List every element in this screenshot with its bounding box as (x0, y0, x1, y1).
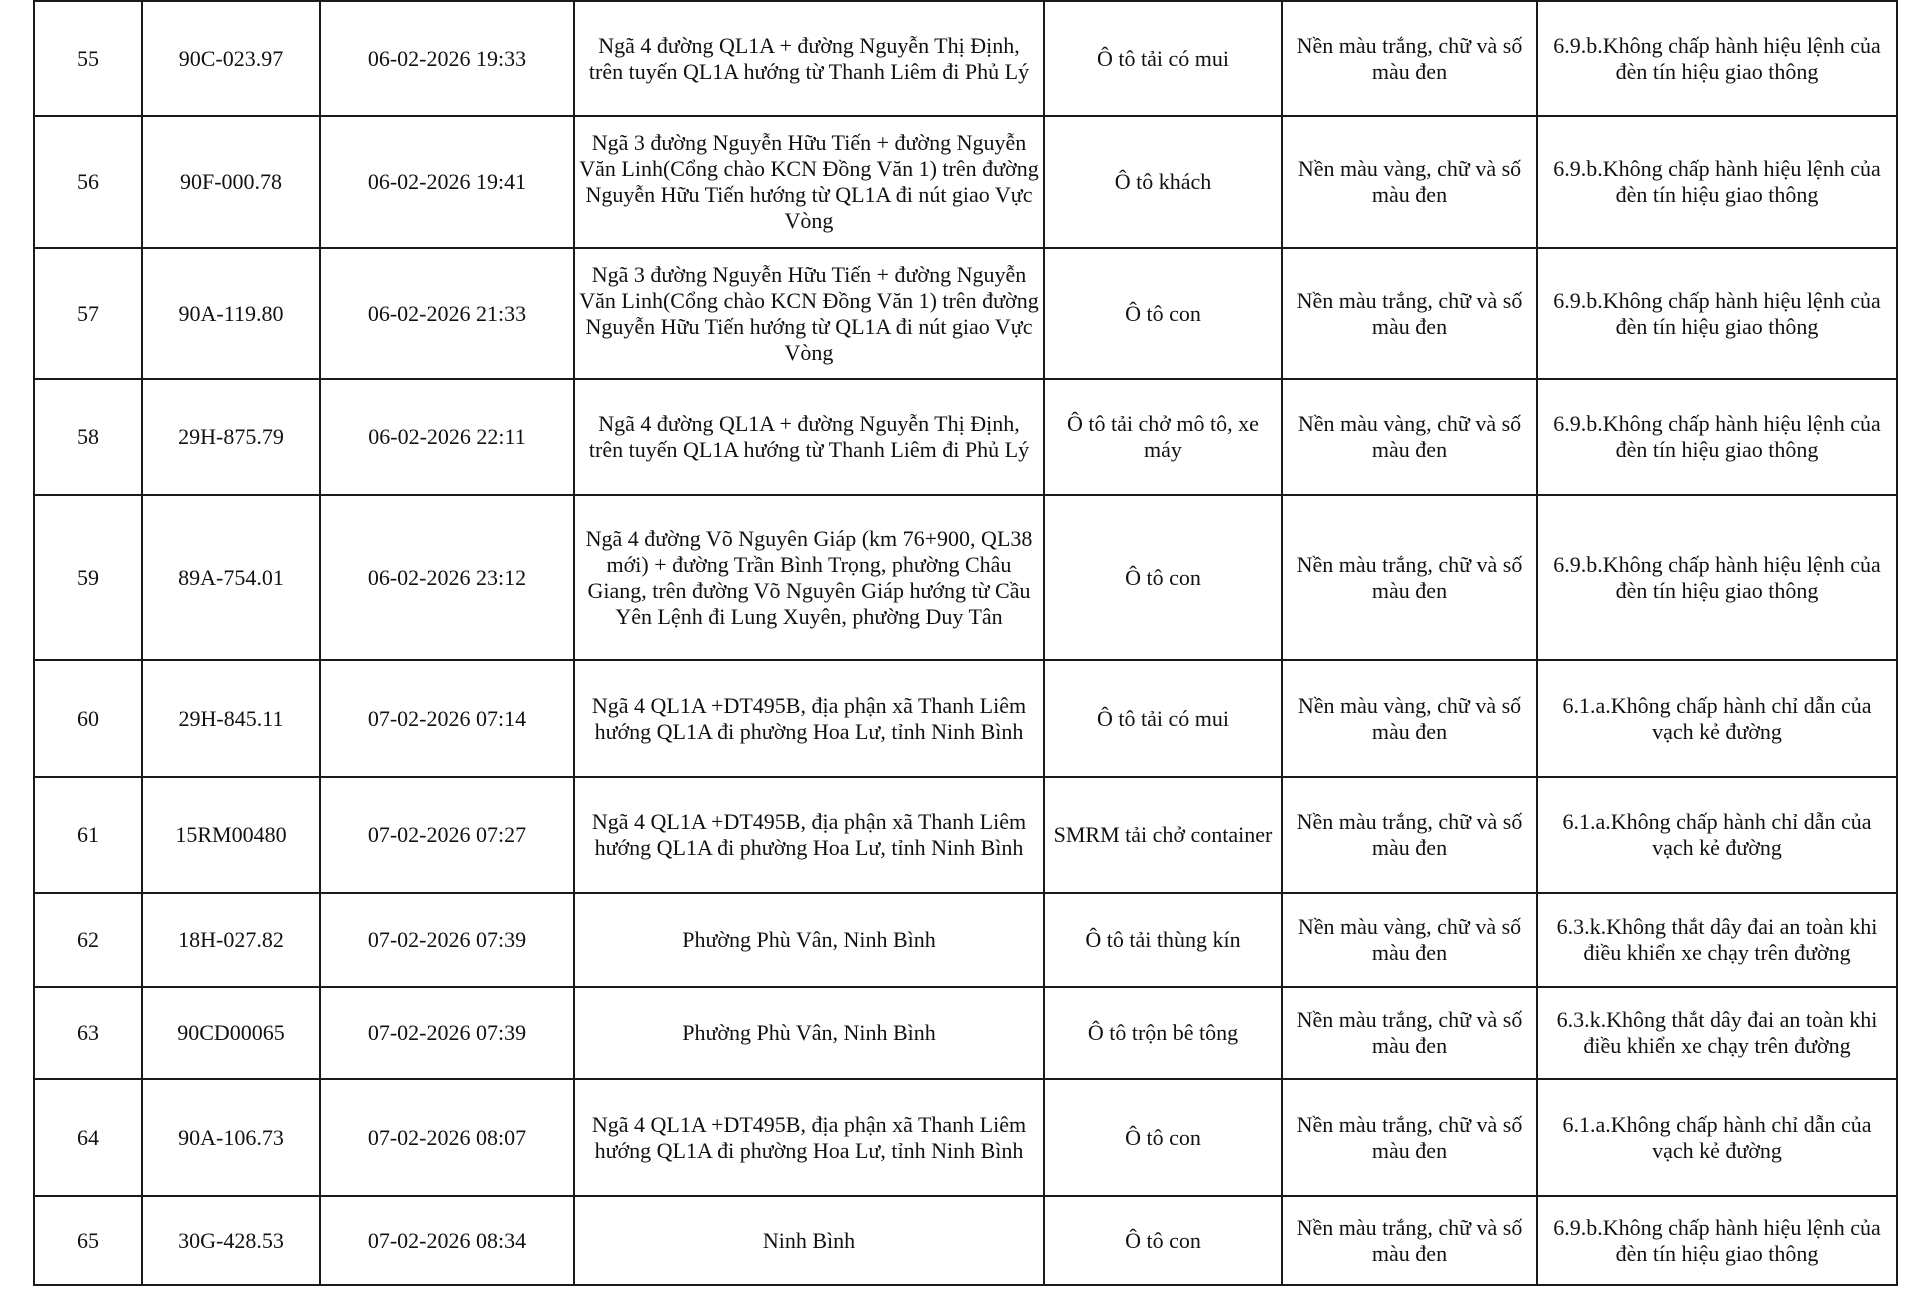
table-row (34, 116, 1897, 248)
cell-stt: 55 (34, 1, 142, 116)
cell-violation-time: 07-02-2026 07:14 (320, 660, 574, 777)
cell-vehicle-type: Ô tô con (1044, 495, 1282, 660)
cell-plate-color: Nền màu trắng, chữ và số màu đen (1282, 495, 1537, 660)
cell-plate-color: Nền màu vàng, chữ và số màu đen (1282, 660, 1537, 777)
cell-location: Phường Phù Vân, Ninh Bình (574, 893, 1044, 987)
cell-stt: 62 (34, 893, 142, 987)
cell-license-plate: 90CD00065 (142, 987, 320, 1079)
cell-vehicle-type: Ô tô con (1044, 248, 1282, 379)
table-row (34, 1, 1897, 116)
cell-location: Ngã 4 QL1A +DT495B, địa phận xã Thanh Liêm hướng QL1A đi phường Hoa Lư, tỉnh Ninh Bình (574, 777, 1044, 893)
cell-stt: 59 (34, 495, 142, 660)
cell-location: Ngã 3 đường Nguyễn Hữu Tiến + đường Nguyễn Văn Linh(Cổng chào KCN Đồng Văn 1) trên đường Nguyễn Hữu Tiến hướng từ QL1A đi nút giao Vực Vòng (574, 248, 1044, 379)
cell-vehicle-type: Ô tô tải chở mô tô, xe máy (1044, 379, 1282, 495)
cell-violation-time: 07-02-2026 07:39 (320, 893, 574, 987)
cell-violation: 6.9.b.Không chấp hành hiệu lệnh của đèn tín hiệu giao thông (1537, 379, 1897, 495)
cell-violation: 6.9.b.Không chấp hành hiệu lệnh của đèn tín hiệu giao thông (1537, 1196, 1897, 1285)
table-row (34, 893, 1897, 987)
table-row (34, 1079, 1897, 1196)
cell-location: Phường Phù Vân, Ninh Bình (574, 987, 1044, 1079)
cell-location: Ngã 3 đường Nguyễn Hữu Tiến + đường Nguyễn Văn Linh(Cổng chào KCN Đồng Văn 1) trên đường Nguyễn Hữu Tiến hướng từ QL1A đi nút giao Vực Vòng (574, 116, 1044, 248)
violations-table (33, 0, 1898, 1286)
cell-license-plate: 18H-027.82 (142, 893, 320, 987)
table-row (34, 1196, 1897, 1285)
cell-license-plate: 30G-428.53 (142, 1196, 320, 1285)
table-row (34, 987, 1897, 1079)
cell-violation-time: 07-02-2026 08:34 (320, 1196, 574, 1285)
cell-location: Ngã 4 đường Võ Nguyên Giáp (km 76+900, QL38 mới) + đường Trần Bình Trọng, phường Châu Giang, trên đường Võ Nguyên Giáp hướng từ Cầu Yên Lệnh đi Lung Xuyên, phường Duy Tân (574, 495, 1044, 660)
cell-violation: 6.9.b.Không chấp hành hiệu lệnh của đèn tín hiệu giao thông (1537, 248, 1897, 379)
cell-location: Ngã 4 đường QL1A + đường Nguyễn Thị Định, trên tuyến QL1A hướng từ Thanh Liêm đi Phủ Lý (574, 379, 1044, 495)
cell-vehicle-type: Ô tô con (1044, 1196, 1282, 1285)
table-row (34, 379, 1897, 495)
cell-stt: 65 (34, 1196, 142, 1285)
cell-violation-time: 06-02-2026 23:12 (320, 495, 574, 660)
cell-plate-color: Nền màu trắng, chữ và số màu đen (1282, 987, 1537, 1079)
cell-stt: 58 (34, 379, 142, 495)
cell-violation: 6.9.b.Không chấp hành hiệu lệnh của đèn tín hiệu giao thông (1537, 116, 1897, 248)
violations-table-body (34, 1, 1897, 1285)
cell-plate-color: Nền màu trắng, chữ và số màu đen (1282, 1079, 1537, 1196)
cell-vehicle-type: Ô tô con (1044, 1079, 1282, 1196)
cell-plate-color: Nền màu vàng, chữ và số màu đen (1282, 379, 1537, 495)
cell-plate-color: Nền màu trắng, chữ và số màu đen (1282, 248, 1537, 379)
cell-vehicle-type: SMRM tải chở container (1044, 777, 1282, 893)
cell-violation: 6.1.a.Không chấp hành chỉ dẫn của vạch kẻ đường (1537, 1079, 1897, 1196)
cell-violation: 6.9.b.Không chấp hành hiệu lệnh của đèn tín hiệu giao thông (1537, 495, 1897, 660)
table-row (34, 660, 1897, 777)
cell-violation-time: 06-02-2026 22:11 (320, 379, 574, 495)
cell-plate-color: Nền màu trắng, chữ và số màu đen (1282, 1, 1537, 116)
cell-vehicle-type: Ô tô tải có mui (1044, 1, 1282, 116)
cell-plate-color: Nền màu vàng, chữ và số màu đen (1282, 893, 1537, 987)
cell-location: Ngã 4 đường QL1A + đường Nguyễn Thị Định, trên tuyến QL1A hướng từ Thanh Liêm đi Phủ Lý (574, 1, 1044, 116)
cell-license-plate: 29H-875.79 (142, 379, 320, 495)
cell-vehicle-type: Ô tô khách (1044, 116, 1282, 248)
table-row (34, 495, 1897, 660)
cell-violation-time: 06-02-2026 19:33 (320, 1, 574, 116)
cell-violation: 6.9.b.Không chấp hành hiệu lệnh của đèn tín hiệu giao thông (1537, 1, 1897, 116)
cell-license-plate: 15RM00480 (142, 777, 320, 893)
cell-vehicle-type: Ô tô tải thùng kín (1044, 893, 1282, 987)
cell-location: Ngã 4 QL1A +DT495B, địa phận xã Thanh Liêm hướng QL1A đi phường Hoa Lư, tỉnh Ninh Bình (574, 660, 1044, 777)
table-row (34, 777, 1897, 893)
cell-location: Ninh Bình (574, 1196, 1044, 1285)
cell-stt: 63 (34, 987, 142, 1079)
cell-license-plate: 90A-119.80 (142, 248, 320, 379)
cell-plate-color: Nền màu trắng, chữ và số màu đen (1282, 1196, 1537, 1285)
cell-vehicle-type: Ô tô trộn bê tông (1044, 987, 1282, 1079)
cell-license-plate: 89A-754.01 (142, 495, 320, 660)
cell-location: Ngã 4 QL1A +DT495B, địa phận xã Thanh Liêm hướng QL1A đi phường Hoa Lư, tỉnh Ninh Bình (574, 1079, 1044, 1196)
cell-license-plate: 90F-000.78 (142, 116, 320, 248)
violations-table-wrapper (33, 0, 1896, 1286)
cell-vehicle-type: Ô tô tải có mui (1044, 660, 1282, 777)
cell-plate-color: Nền màu vàng, chữ và số màu đen (1282, 116, 1537, 248)
cell-violation-time: 06-02-2026 21:33 (320, 248, 574, 379)
cell-violation: 6.1.a.Không chấp hành chỉ dẫn của vạch kẻ đường (1537, 660, 1897, 777)
cell-stt: 57 (34, 248, 142, 379)
cell-plate-color: Nền màu trắng, chữ và số màu đen (1282, 777, 1537, 893)
cell-stt: 56 (34, 116, 142, 248)
cell-stt: 61 (34, 777, 142, 893)
table-row (34, 248, 1897, 379)
cell-stt: 64 (34, 1079, 142, 1196)
cell-violation-time: 06-02-2026 19:41 (320, 116, 574, 248)
cell-stt: 60 (34, 660, 142, 777)
cell-license-plate: 29H-845.11 (142, 660, 320, 777)
cell-license-plate: 90A-106.73 (142, 1079, 320, 1196)
cell-violation-time: 07-02-2026 08:07 (320, 1079, 574, 1196)
cell-violation: 6.1.a.Không chấp hành chỉ dẫn của vạch kẻ đường (1537, 777, 1897, 893)
cell-violation: 6.3.k.Không thắt dây đai an toàn khi điều khiển xe chạy trên đường (1537, 893, 1897, 987)
cell-violation: 6.3.k.Không thắt dây đai an toàn khi điều khiển xe chạy trên đường (1537, 987, 1897, 1079)
cell-license-plate: 90C-023.97 (142, 1, 320, 116)
cell-violation-time: 07-02-2026 07:39 (320, 987, 574, 1079)
cell-violation-time: 07-02-2026 07:27 (320, 777, 574, 893)
